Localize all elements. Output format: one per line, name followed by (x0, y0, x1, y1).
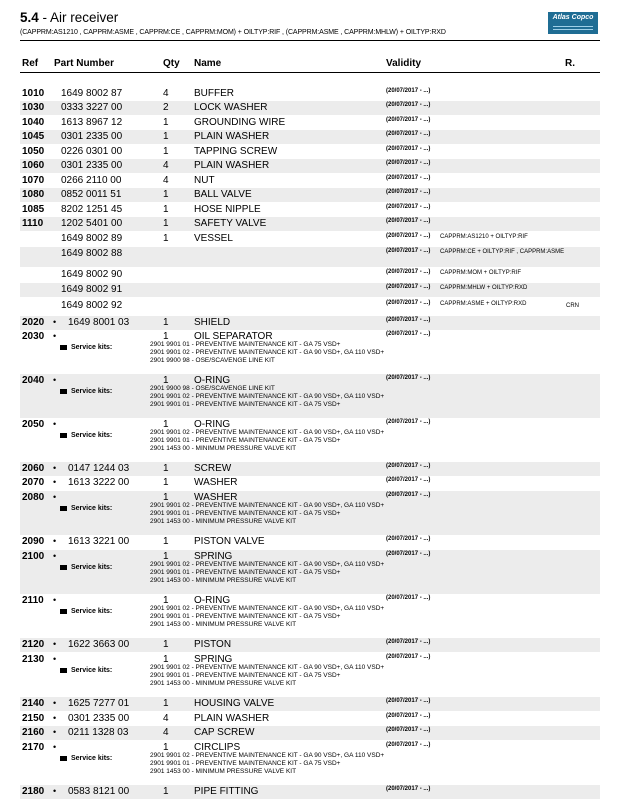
col-name: Name (194, 58, 222, 69)
bullet-icon: • (53, 654, 57, 664)
name-cell: PLAIN WASHER (194, 713, 270, 724)
table-row (20, 330, 600, 374)
col-r: R. (565, 58, 575, 69)
name-cell: TAPPING SCREW (194, 146, 278, 157)
toolbox-icon (60, 668, 67, 673)
table-row (20, 247, 600, 267)
table-row (20, 476, 600, 490)
bullet-icon: • (53, 639, 57, 649)
qty-cell: 1 (163, 117, 169, 128)
validity-cell: (20/07/2017 - ...) (386, 786, 431, 792)
bullet-icon: • (53, 492, 57, 502)
part-number-cell: 1613 3222 00 (68, 477, 130, 488)
table-row (20, 638, 600, 652)
qty-cell: 4 (163, 713, 169, 724)
name-cell: PISTON VALVE (194, 536, 265, 547)
bullet-icon: • (53, 713, 57, 723)
table-row (20, 283, 600, 297)
service-kits-text: Service kits: (71, 344, 113, 351)
table-row (20, 130, 600, 144)
service-kit-item: 2901 9901 01 - PREVENTIVE MAINTENANCE KIT - GA 75 VSD+ (150, 437, 341, 444)
validity-cell: (20/07/2017 - ...) (386, 88, 431, 94)
table-row (20, 145, 600, 159)
name-cell: GROUNDING WIRE (194, 117, 286, 128)
validity-cell: (20/07/2017 - ...) (386, 375, 431, 381)
validity-cell: (20/07/2017 - ...) (386, 146, 431, 152)
service-kits-text: Service kits: (71, 505, 113, 512)
r-cell: CRN (566, 303, 579, 309)
logo-wave (553, 26, 593, 27)
service-kit-item: 2901 9901 02 - PREVENTIVE MAINTENANCE KIT - GA 90 VSD+, GA 110 VSD+ (150, 752, 385, 759)
qty-cell: 4 (163, 727, 169, 738)
ref-cell: 1045 (22, 131, 45, 142)
service-kit-item: 2901 9901 02 - PREVENTIVE MAINTENANCE KIT - GA 90 VSD+, GA 110 VSD+ (150, 349, 385, 356)
part-number-cell: 1613 3221 00 (68, 536, 130, 547)
bullet-icon: • (53, 463, 57, 473)
service-kit-item: 2901 9901 01 - PREVENTIVE MAINTENANCE KIT - GA 75 VSD+ (150, 613, 341, 620)
bullet-icon: • (53, 786, 57, 796)
qty-cell: 1 (163, 204, 169, 215)
ref-cell: 2020 (22, 317, 45, 328)
table-row (20, 203, 600, 217)
validity-cell: (20/07/2017 - ...) (386, 175, 431, 181)
table-row (20, 374, 600, 418)
service-kit-item: 2901 9901 02 - PREVENTIVE MAINTENANCE KIT - GA 90 VSD+, GA 110 VSD+ (150, 429, 385, 436)
name-cell: OIL SEPARATOR (194, 331, 273, 342)
toolbox-icon (60, 609, 67, 614)
ref-cell: 2040 (22, 375, 45, 386)
qty-cell: 1 (163, 654, 169, 665)
service-kits-list (150, 664, 384, 688)
validity-cell: (20/07/2017 - ...) (386, 248, 431, 254)
service-kits-label (60, 755, 112, 762)
validity-cell: (20/07/2017 - ...) (386, 317, 431, 323)
bullet-icon: • (53, 375, 57, 385)
validity-cell: (20/07/2017 - ...) (386, 463, 431, 469)
bullet-icon: • (53, 595, 57, 605)
service-kit-item: 2901 1453 00 - MINIMUM PRESSURE VALVE KIT (150, 445, 297, 452)
service-kit-item: 2901 1453 00 - MINIMUM PRESSURE VALVE KIT (150, 518, 297, 525)
condition-cell: CAPPRM:MOM + OILTYP:RIF (440, 270, 522, 276)
atlas-copco-logo (548, 12, 598, 34)
part-number-cell: 0583 8121 00 (68, 786, 130, 797)
bullet-icon: • (53, 477, 57, 487)
table-row (20, 741, 600, 785)
bullet-icon: • (53, 317, 57, 327)
section-title (20, 10, 118, 25)
validity-cell: (20/07/2017 - ...) (386, 698, 431, 704)
name-cell: BALL VALVE (194, 189, 252, 200)
table-row (20, 462, 600, 476)
validity-cell: (20/07/2017 - ...) (386, 300, 431, 306)
bullet-icon: • (53, 698, 57, 708)
service-kits-text: Service kits: (71, 755, 113, 762)
service-kit-item: 2901 9900 98 - OSE/SCAVENGE LINE KIT (150, 385, 275, 392)
condition-cell: CAPPRM:ASME + OILTYP:RXD (440, 301, 527, 307)
table-row (20, 268, 600, 282)
table-row (20, 101, 600, 115)
service-kit-item: 2901 1453 00 - MINIMUM PRESSURE VALVE KIT (150, 680, 297, 687)
ref-cell: 1040 (22, 117, 45, 128)
part-number-cell: 1202 5401 00 (61, 218, 123, 229)
service-kit-item: 2901 9901 01 - PREVENTIVE MAINTENANCE KIT - GA 75 VSD+ (150, 341, 341, 348)
validity-cell: (20/07/2017 - ...) (386, 595, 431, 601)
ref-cell: 2150 (22, 713, 45, 724)
validity-cell: (20/07/2017 - ...) (386, 536, 431, 542)
validity-cell: (20/07/2017 - ...) (386, 160, 431, 166)
part-number-cell: 1649 8002 92 (61, 300, 123, 311)
qty-cell: 1 (163, 536, 169, 547)
validity-cell: (20/07/2017 - ...) (386, 102, 431, 108)
service-kits-list (150, 605, 384, 629)
ref-cell: 1010 (22, 88, 45, 99)
validity-cell: (20/07/2017 - ...) (386, 551, 431, 557)
validity-cell: (20/07/2017 - ...) (386, 727, 431, 733)
service-kits-label (60, 667, 112, 674)
table-row (20, 697, 600, 711)
service-kits-list (150, 752, 384, 776)
service-kits-label (60, 505, 112, 512)
part-number-cell: 0852 0011 51 (61, 189, 122, 200)
name-cell: O-RING (194, 419, 231, 430)
qty-cell: 1 (163, 375, 169, 386)
section-conditions: (CAPPRM:AS1210 , CAPPRM:ASME , CAPPRM:CE , CAPPRM:MOM) + OILTYP:RIF , (CAPPRM:ASME , CAPPRM:MHLW) + OILTYP:RXD (20, 29, 446, 36)
name-cell: PLAIN WASHER (194, 160, 270, 171)
bullet-icon: • (53, 536, 57, 546)
section-number: 5.4 (20, 10, 39, 25)
qty-cell: 1 (163, 463, 169, 474)
table-row (20, 174, 600, 188)
table-row (20, 316, 600, 330)
service-kit-item: 2901 9901 02 - PREVENTIVE MAINTENANCE KIT - GA 90 VSD+, GA 110 VSD+ (150, 393, 385, 400)
validity-cell: (20/07/2017 - ...) (386, 477, 431, 483)
name-cell: SPRING (194, 654, 233, 665)
ref-cell: 2180 (22, 786, 45, 797)
table-row (20, 535, 600, 549)
ref-cell: 1030 (22, 102, 45, 113)
service-kit-item: 2901 9901 02 - PREVENTIVE MAINTENANCE KIT - GA 90 VSD+, GA 110 VSD+ (150, 664, 385, 671)
col-ref: Ref (22, 58, 39, 69)
name-cell: PLAIN WASHER (194, 131, 270, 142)
name-cell: LOCK WASHER (194, 102, 268, 113)
qty-cell: 1 (163, 146, 169, 157)
qty-cell: 1 (163, 551, 169, 562)
ref-cell: 1060 (22, 160, 45, 171)
name-cell: HOUSING VALVE (194, 698, 275, 709)
validity-cell: (20/07/2017 - ...) (386, 713, 431, 719)
part-number-cell: 1649 8002 88 (61, 248, 123, 259)
service-kit-item: 2901 9901 01 - PREVENTIVE MAINTENANCE KIT - GA 75 VSD+ (150, 569, 341, 576)
ref-cell: 1080 (22, 189, 45, 200)
qty-cell: 1 (163, 218, 169, 229)
service-kits-list (150, 341, 384, 365)
name-cell: SAFETY VALVE (194, 218, 267, 229)
part-number-cell: 1649 8002 89 (61, 233, 123, 244)
table-row (20, 594, 600, 638)
table-row (20, 232, 600, 246)
part-number-cell: 0333 3227 00 (61, 102, 123, 113)
validity-cell: (20/07/2017 - ...) (386, 117, 431, 123)
ref-cell: 2160 (22, 727, 45, 738)
service-kits-text: Service kits: (71, 388, 113, 395)
ref-cell: 2100 (22, 551, 45, 562)
service-kit-item: 2901 9901 02 - PREVENTIVE MAINTENANCE KIT - GA 90 VSD+, GA 110 VSD+ (150, 605, 385, 612)
service-kits-text: Service kits: (71, 564, 113, 571)
ref-cell: 1050 (22, 146, 45, 157)
ref-cell: 2070 (22, 477, 45, 488)
table-row (20, 712, 600, 726)
qty-cell: 4 (163, 88, 169, 99)
service-kit-item: 2901 9901 01 - PREVENTIVE MAINTENANCE KIT - GA 75 VSD+ (150, 760, 341, 767)
service-kit-item: 2901 9901 01 - PREVENTIVE MAINTENANCE KIT - GA 75 VSD+ (150, 672, 341, 679)
part-number-cell: 0266 2110 00 (61, 175, 122, 186)
bullet-icon: • (53, 331, 57, 341)
qty-cell: 1 (163, 233, 169, 244)
part-number-cell: 0301 2335 00 (68, 713, 130, 724)
validity-cell: (20/07/2017 - ...) (386, 331, 431, 337)
validity-cell: (20/07/2017 - ...) (386, 131, 431, 137)
name-cell: WASHER (194, 477, 238, 488)
validity-cell: (20/07/2017 - ...) (386, 419, 431, 425)
service-kits-text: Service kits: (71, 667, 113, 674)
table-row (20, 418, 600, 462)
validity-cell: (20/07/2017 - ...) (386, 233, 431, 239)
name-cell: NUT (194, 175, 215, 186)
table-row (20, 217, 600, 231)
name-cell: HOSE NIPPLE (194, 204, 261, 215)
ref-cell: 2080 (22, 492, 45, 503)
service-kits-label (60, 432, 112, 439)
section-name: - Air receiver (38, 10, 119, 25)
qty-cell: 1 (163, 331, 169, 342)
service-kits-label (60, 388, 112, 395)
service-kits-list (150, 561, 384, 585)
bullet-icon: • (53, 727, 57, 737)
toolbox-icon (60, 389, 67, 394)
qty-cell: 1 (163, 189, 169, 200)
qty-cell: 1 (163, 786, 169, 797)
part-number-cell: 0147 1244 03 (68, 463, 130, 474)
validity-cell: (20/07/2017 - ...) (386, 284, 431, 290)
ref-cell: 2170 (22, 742, 45, 753)
name-cell: SCREW (194, 463, 232, 474)
part-number-cell: 8202 1251 45 (61, 204, 123, 215)
service-kit-item: 2901 9901 01 - PREVENTIVE MAINTENANCE KIT - GA 75 VSD+ (150, 510, 341, 517)
ref-cell: 2130 (22, 654, 45, 665)
validity-cell: (20/07/2017 - ...) (386, 654, 431, 660)
name-cell: CAP SCREW (194, 727, 255, 738)
toolbox-icon (60, 756, 67, 761)
service-kits-label (60, 344, 112, 351)
table-row (20, 87, 600, 101)
column-headers (20, 58, 600, 73)
part-number-cell: 1649 8002 91 (61, 284, 123, 295)
condition-cell: CAPPRM:CE + OILTYP:RIF , CAPPRM:ASME (440, 249, 565, 255)
service-kits-label (60, 564, 112, 571)
service-kit-item: 2901 1453 00 - MINIMUM PRESSURE VALVE KIT (150, 768, 297, 775)
bullet-icon: • (53, 419, 57, 429)
col-part-number: Part Number (54, 58, 115, 69)
qty-cell: 1 (163, 419, 169, 430)
name-cell: O-RING (194, 375, 231, 386)
validity-cell: (20/07/2017 - ...) (386, 189, 431, 195)
table-row (20, 726, 600, 740)
part-number-cell: 1649 8002 90 (61, 269, 123, 280)
col-qty: Qty (163, 58, 180, 69)
toolbox-icon (60, 506, 67, 511)
service-kits-label (60, 608, 112, 615)
name-cell: SHIELD (194, 317, 231, 328)
name-cell: O-RING (194, 595, 231, 606)
ref-cell: 2120 (22, 639, 45, 650)
name-cell: CIRCLIPS (194, 742, 241, 753)
service-kit-item: 2901 1453 00 - MINIMUM PRESSURE VALVE KIT (150, 621, 297, 628)
name-cell: PIPE FITTING (194, 786, 259, 797)
service-kits-list (150, 502, 384, 526)
qty-cell: 1 (163, 698, 169, 709)
validity-cell: (20/07/2017 - ...) (386, 204, 431, 210)
part-number-cell: 0211 1328 03 (68, 727, 129, 738)
part-number-cell: 1613 8967 12 (61, 117, 123, 128)
toolbox-icon (60, 345, 67, 350)
ref-cell: 2090 (22, 536, 45, 547)
bullet-icon: • (53, 551, 57, 561)
service-kit-item: 2901 1453 00 - MINIMUM PRESSURE VALVE KIT (150, 577, 297, 584)
table-row (20, 159, 600, 173)
part-number-cell: 1625 7277 01 (68, 698, 130, 709)
table-row (20, 550, 600, 594)
qty-cell: 1 (163, 595, 169, 606)
condition-cell: CAPPRM:AS1210 + OILTYP:RIF (440, 234, 528, 240)
table-row (20, 188, 600, 202)
logo-wave (553, 29, 593, 30)
service-kits-list (150, 429, 384, 453)
ref-cell: 2050 (22, 419, 45, 430)
service-kits-list (150, 385, 384, 409)
table-row (20, 299, 600, 313)
col-validity: Validity (386, 58, 422, 69)
validity-cell: (20/07/2017 - ...) (386, 218, 431, 224)
validity-cell: (20/07/2017 - ...) (386, 269, 431, 275)
qty-cell: 4 (163, 175, 169, 186)
service-kits-text: Service kits: (71, 432, 113, 439)
qty-cell: 4 (163, 160, 169, 171)
service-kit-item: 2901 9901 02 - PREVENTIVE MAINTENANCE KIT - GA 90 VSD+, GA 110 VSD+ (150, 502, 385, 509)
name-cell: PISTON (194, 639, 232, 650)
name-cell: BUFFER (194, 88, 234, 99)
table-row (20, 491, 600, 535)
table-row (20, 785, 600, 799)
validity-cell: (20/07/2017 - ...) (386, 492, 431, 498)
service-kit-item: 2901 9901 01 - PREVENTIVE MAINTENANCE KIT - GA 75 VSD+ (150, 401, 341, 408)
toolbox-icon (60, 433, 67, 438)
qty-cell: 1 (163, 317, 169, 328)
ref-cell: 2140 (22, 698, 45, 709)
ref-cell: 2030 (22, 331, 45, 342)
qty-cell: 2 (163, 102, 169, 113)
qty-cell: 1 (163, 477, 169, 488)
ref-cell: 2060 (22, 463, 45, 474)
condition-cell: CAPPRM:MHLW + OILTYP:RXD (440, 285, 528, 291)
service-kits-text: Service kits: (71, 608, 113, 615)
name-cell: WASHER (194, 492, 238, 503)
part-number-cell: 0301 2335 00 (61, 131, 123, 142)
bullet-icon: • (53, 742, 57, 752)
ref-cell: 1070 (22, 175, 45, 186)
part-number-cell: 1649 8002 87 (61, 88, 123, 99)
part-number-cell: 0226 0301 00 (61, 146, 123, 157)
part-number-cell: 0301 2335 00 (61, 160, 123, 171)
ref-cell: 1110 (22, 218, 44, 229)
toolbox-icon (60, 565, 67, 570)
table-row (20, 116, 600, 130)
page-header (20, 10, 600, 41)
name-cell: VESSEL (194, 233, 233, 244)
qty-cell: 1 (163, 492, 169, 503)
service-kit-item: 2901 9901 02 - PREVENTIVE MAINTENANCE KIT - GA 90 VSD+, GA 110 VSD+ (150, 561, 385, 568)
service-kit-item: 2901 9900 98 - OSE/SCAVENGE LINE KIT (150, 357, 275, 364)
name-cell: SPRING (194, 551, 233, 562)
qty-cell: 1 (163, 742, 169, 753)
part-number-cell: 1649 8001 03 (68, 317, 130, 328)
qty-cell: 1 (163, 131, 169, 142)
validity-cell: (20/07/2017 - ...) (386, 639, 431, 645)
ref-cell: 1085 (22, 204, 45, 215)
logo-text: Atlas Copco (552, 14, 594, 21)
ref-cell: 2110 (22, 595, 44, 606)
part-number-cell: 1622 3663 00 (68, 639, 130, 650)
table-row (20, 653, 600, 697)
validity-cell: (20/07/2017 - ...) (386, 742, 431, 748)
qty-cell: 1 (163, 639, 169, 650)
